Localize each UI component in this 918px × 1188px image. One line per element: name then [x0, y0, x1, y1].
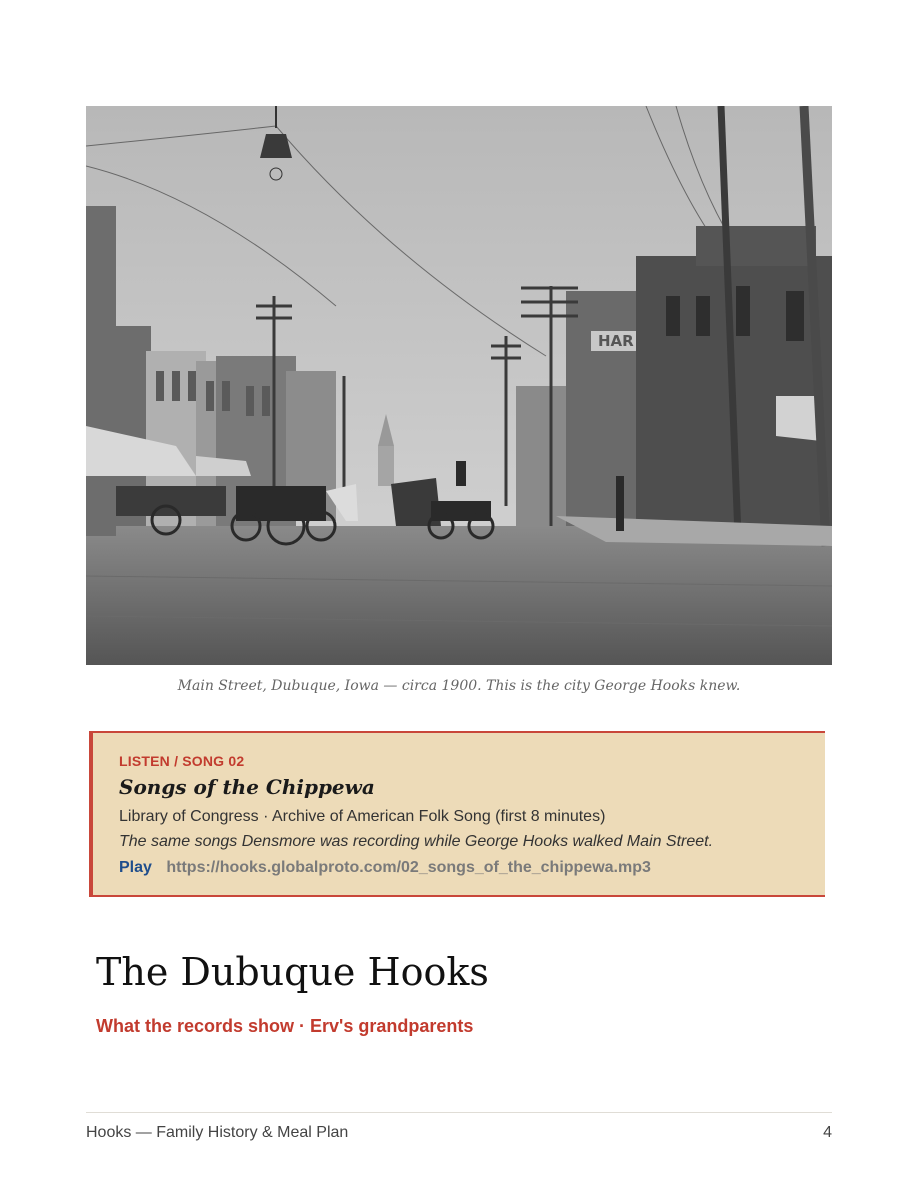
- footer-divider: [86, 1112, 832, 1113]
- song-source: Library of Congress · Archive of American Folk Song (first 8 minutes): [119, 808, 606, 825]
- listen-callout: [89, 731, 825, 897]
- chapter-subtitle: What the records show · Erv's grandparents: [96, 1016, 474, 1036]
- footer-document-title: Hooks — Family History & Meal Plan: [86, 1124, 349, 1141]
- play-row: [119, 859, 651, 877]
- audio-url-link[interactable]: https://hooks.globalproto.com/02_songs_of_the_chippewa.mp3: [166, 859, 651, 876]
- photo-caption: Main Street, Dubuque, Iowa — circa 1900. This is the city George Hooks knew.: [177, 678, 741, 694]
- song-note: The same songs Densmore was recording while George Hooks walked Main Street.: [119, 833, 714, 850]
- play-link[interactable]: Play: [119, 859, 152, 876]
- historic-street-photo: [86, 106, 832, 665]
- chapter-title: The Dubuque Hooks: [96, 950, 489, 994]
- shop-sign-text: HAR: [598, 332, 634, 350]
- callout-kicker: LISTEN / SONG 02: [119, 753, 245, 769]
- page-number: 4: [823, 1124, 832, 1141]
- song-title: Songs of the Chippewa: [119, 775, 375, 799]
